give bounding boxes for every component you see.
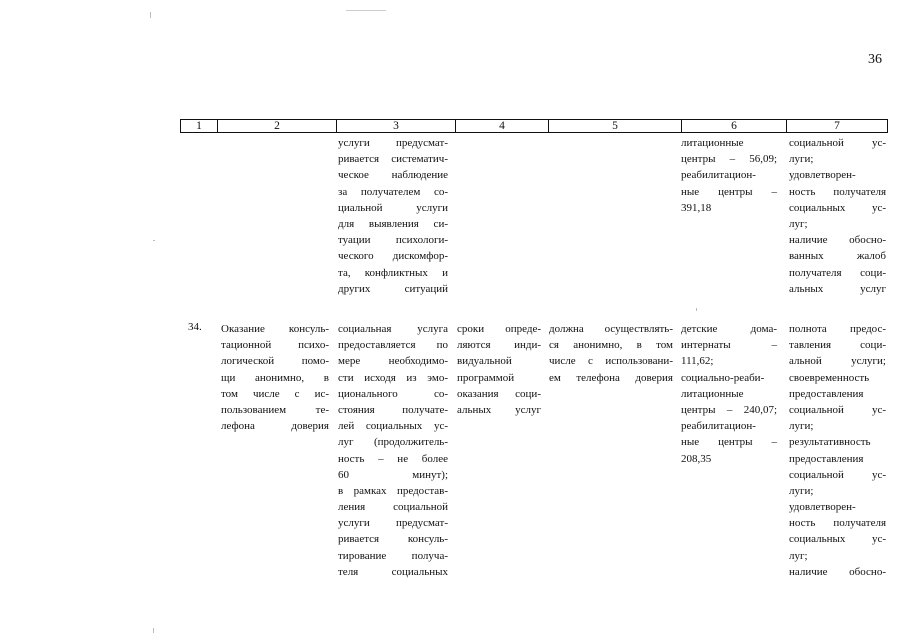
cell-continued-col6: литационные центры – 56,09; реабилитацион- ные центры – 391,18 [681,137,777,214]
cell-continued-col3: услуги предусмат- ривается систематич- ческое наблюдение за получателем со- циальной услуги для выявления си- туации психологи- ческого дискомфор- та, конфликтных и других ситуаций [338,137,448,295]
deadline-cell: сроки опреде- ляются инди- видуальной программой оказания соци- альных услуг [457,323,541,416]
service-name-cell: Оказание консуль- тационной психо- логической помо- щи анонимно, в том числе с ис- пользованием те- лефона доверия [221,323,329,433]
column-number: 7 [787,120,888,133]
scan-mark [346,10,386,11]
scan-mark [153,240,155,241]
column-number: 4 [456,120,549,133]
quality-indicators-cell: полнота предос- тавления соци- альной услуги; своевременность предоставления социальной ус- луги; результативность предоставления социальной ус- луги; удовлетворен- ность получателя социальных ус- луг; наличие обосно- [789,323,886,578]
page-number: 36 [868,52,882,67]
scan-mark [153,628,154,633]
column-number: 6 [682,120,787,133]
column-number: 3 [337,120,456,133]
row-number: 34. [188,321,202,333]
tariff-cell: детские дома- интернаты – 111,62; социально-реаби- литационные центры – 240,07; реабилитацион- ные центры – 208,35 [681,323,777,465]
scan-mark [150,12,151,18]
column-number-row [180,119,888,133]
column-number: 5 [549,120,682,133]
cell-continued-col7: социальной ус- луги; удовлетворен- ность получателя социальных ус- луг; наличие обосно- ванных жалоб получателя соци- альных услуг [789,137,886,295]
scan-mark [696,308,697,311]
column-number: 1 [196,120,202,132]
service-description-cell: социальная услуга предоставляется по мере необходимо- сти исходя из эмо- ционального со- стояния получате- лей социальных ус- луг (продолжитель- ность – не более 60 минут); в рамках предостав- ления социальной услуги предусмат- ривается консуль- тирование получа- теля социальных [338,323,448,578]
column-number: 2 [218,120,337,133]
conditions-cell: должна осуществлять- ся анонимно, в том числе с использовани- ем телефона доверия [549,323,673,384]
